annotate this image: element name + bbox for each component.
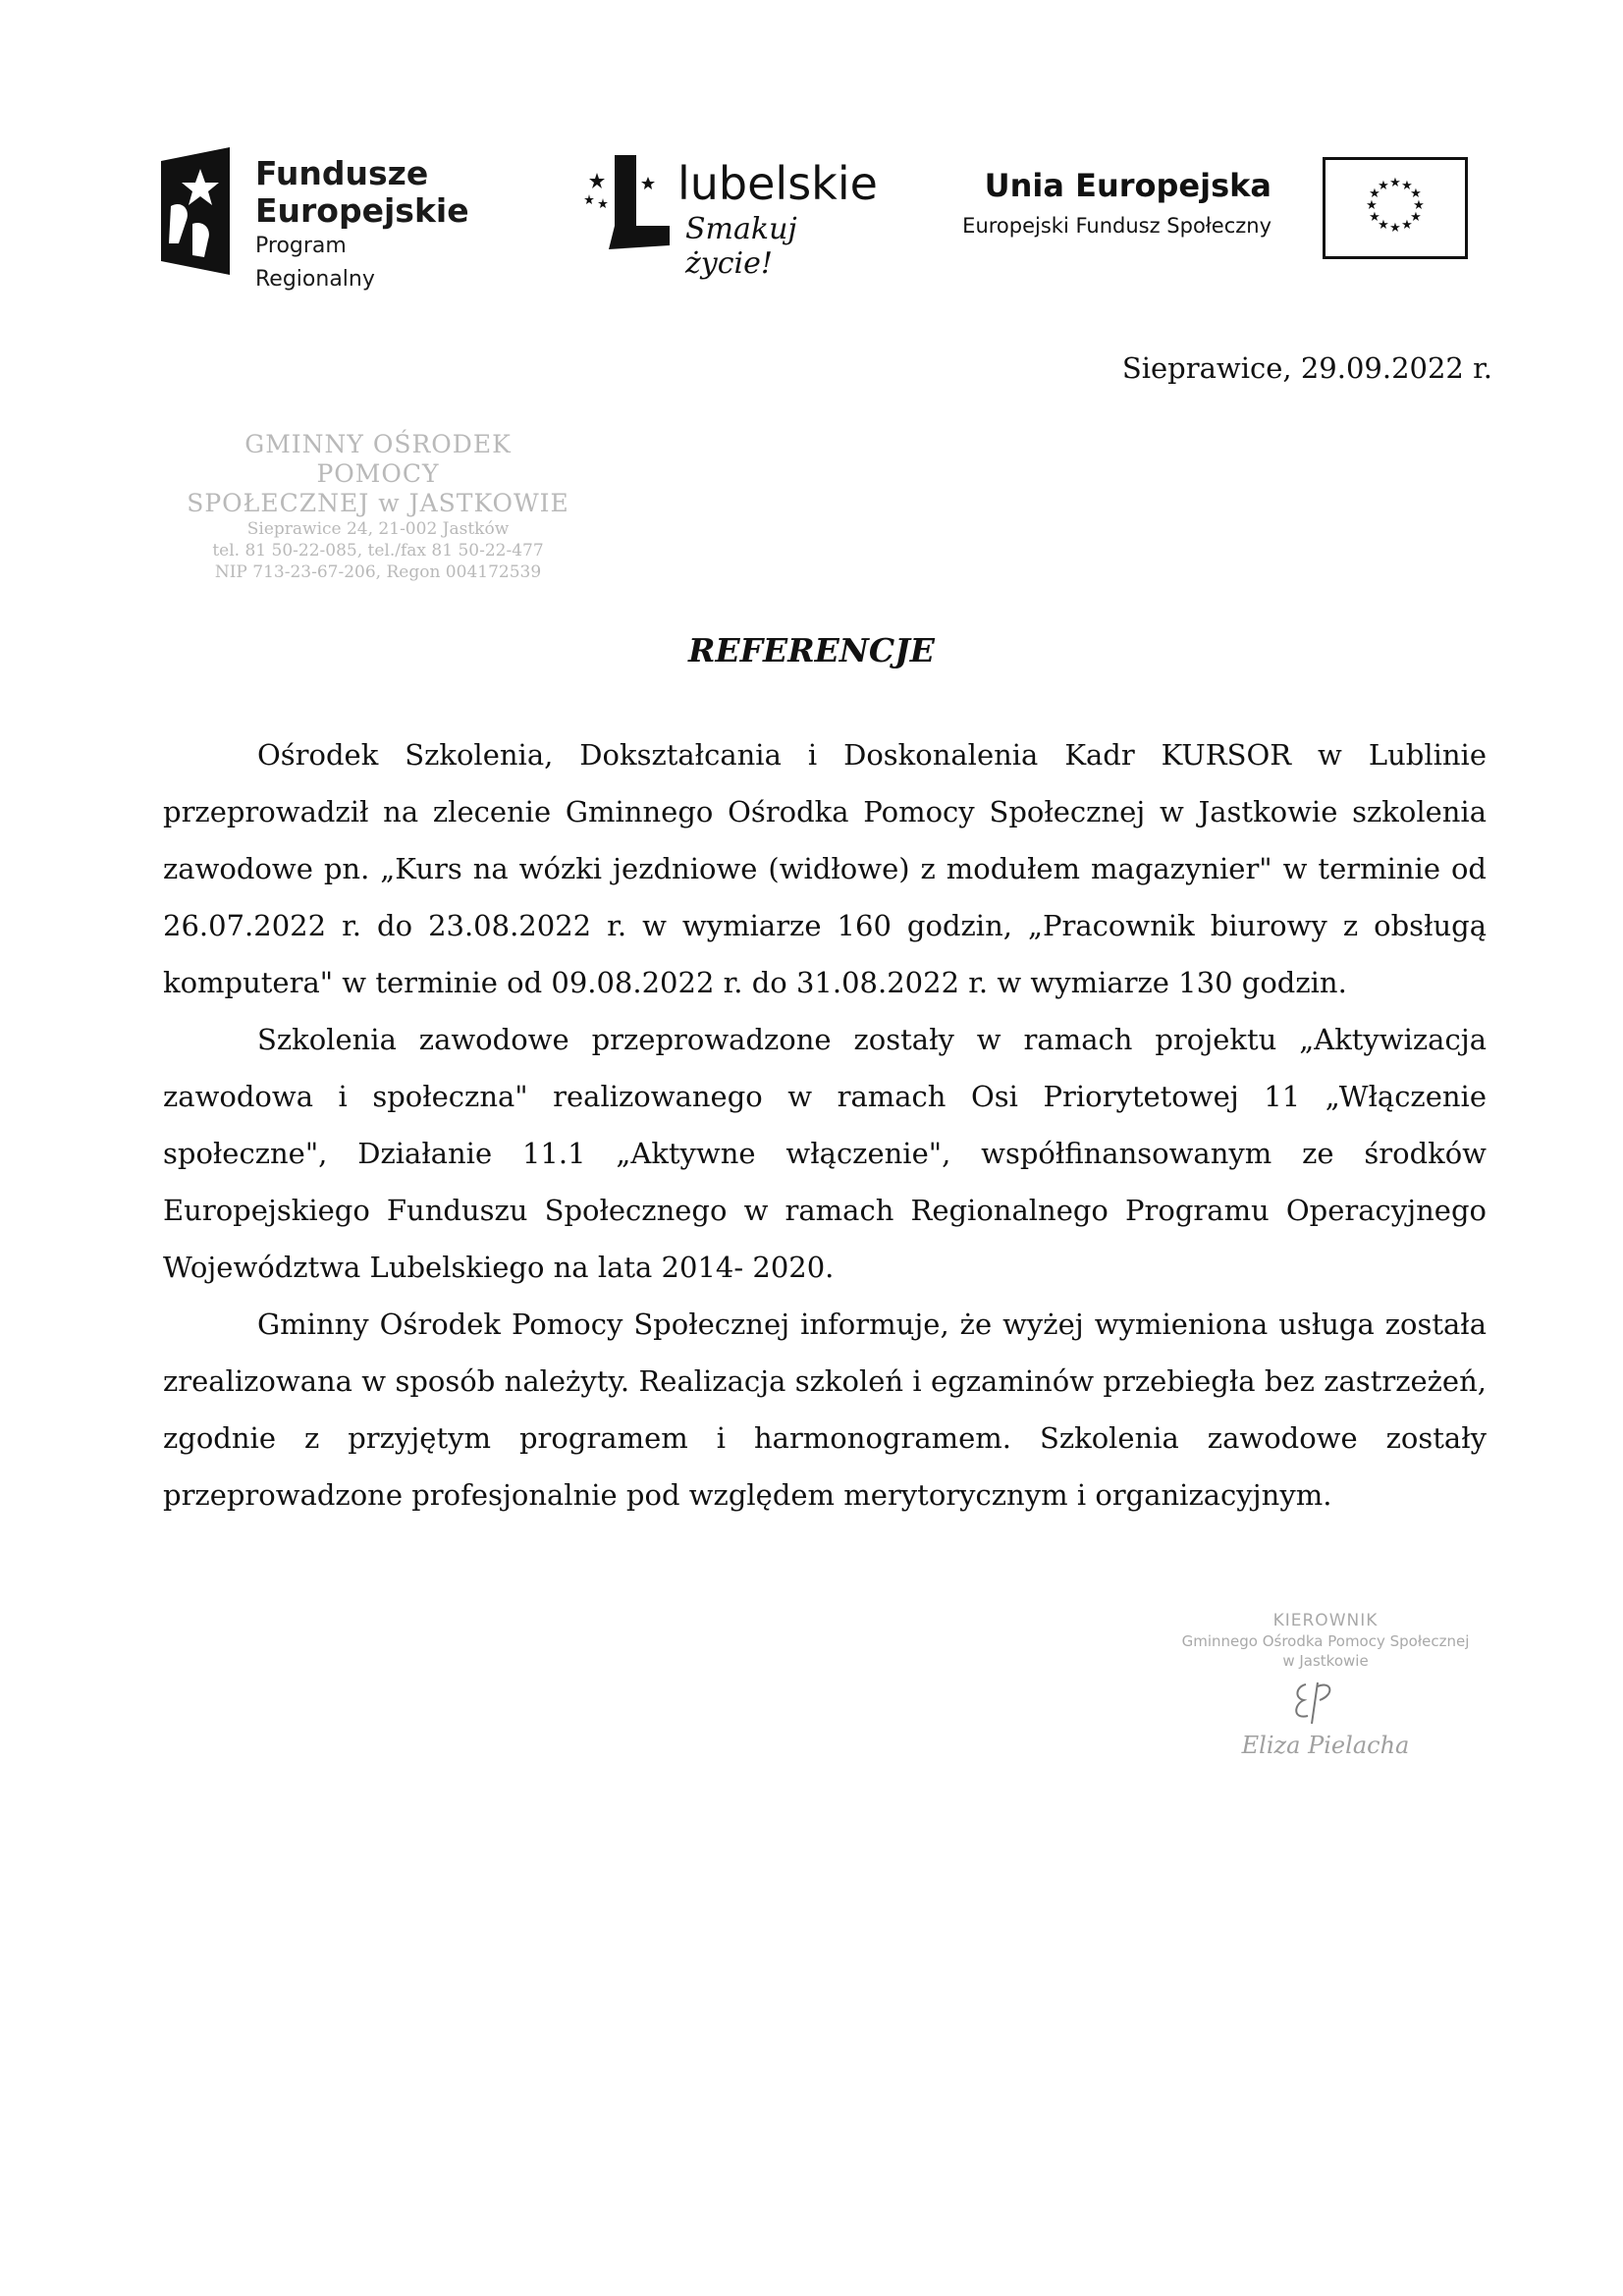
lubelskie-slogan: Smakuj życie! xyxy=(685,212,797,281)
body-paragraph: Szkolenia zawodowe przeprowadzone zostały w ramach projektu „Aktywizacja zawodowa i społeczna" realizowanego w ramach Osi Priorytetowej 11 „Włączenie społeczne", Działanie 11.1 „Aktywne włączenie", współfinansowanym ze środków Europejskiego Funduszu Społecznego w ramach Regionalnego Programu Operacyjnego Województwa Lubelskiego na lata 2014- 2020. xyxy=(163,1023,1487,1284)
ue-title: Unia Europejska xyxy=(984,167,1271,204)
fe-logo-line1: Fundusze xyxy=(255,154,429,192)
unia-europejska-logo xyxy=(962,157,1468,265)
institution-stamp xyxy=(182,430,574,583)
svg-text:★: ★ xyxy=(1389,221,1401,236)
document-title: REFERENCJE xyxy=(688,631,935,669)
svg-text:★: ★ xyxy=(1401,218,1413,233)
eu-stars-icon xyxy=(1325,160,1465,256)
eu-flag-icon xyxy=(1323,157,1468,259)
svg-text:★: ★ xyxy=(1369,210,1380,225)
signature-role: KIEROWNIK xyxy=(1272,1611,1379,1630)
svg-text:★: ★ xyxy=(1366,198,1378,213)
stamp-line: NIP 713-23-67-206, Regon 004172539 xyxy=(214,562,542,582)
fundusze-europejskie-text xyxy=(255,155,469,296)
svg-text:★: ★ xyxy=(1378,218,1389,233)
ue-subtitle: Europejski Fundusz Społeczny xyxy=(962,214,1271,238)
stamp-line: Sieprawice 24, 21-002 Jastków xyxy=(246,519,510,539)
svg-text:★: ★ xyxy=(1369,187,1380,201)
signatory-name: Eliza Pielacha xyxy=(1241,1732,1410,1759)
svg-text:★: ★ xyxy=(1401,179,1413,193)
fe-logo-line3: Program Regionalny xyxy=(255,234,375,292)
signature-stamp xyxy=(1149,1610,1502,1759)
lubelskie-wordmark: lubelskie xyxy=(677,157,878,210)
body-paragraph: Ośrodek Szkolenia, Dokształcania i Doskonalenia Kadr KURSOR w Lublinie przeprowadził na zlecenie Gminnego Ośrodka Pomocy Społecznej w Jastkowie szkolenia zawodowe pn. „Kurs na wózki jezdniowe (widłowe) z modułem magazynier" w terminie od 26.07.2022 r. do 23.08.2022 r. w wymiarze 160 godzin, „Pracownik biurowy z obsługą komputera" w terminie od 09.08.2022 r. do 31.08.2022 r. w wymiarze 130 godzin. xyxy=(163,738,1487,999)
svg-text:★: ★ xyxy=(1378,179,1389,193)
stamp-line: SPOŁECZNEJ w JASTKOWIE xyxy=(187,489,569,517)
lubelskie-logo xyxy=(579,147,878,281)
document-date: Sieprawice, 29.09.2022 r. xyxy=(1121,351,1492,385)
signature-location: w Jastkowie xyxy=(1282,1652,1369,1670)
document-body xyxy=(163,726,1487,1523)
svg-text:★: ★ xyxy=(1413,198,1425,213)
svg-text:★: ★ xyxy=(1410,210,1422,225)
fe-logo-line2: Europejskie xyxy=(255,191,469,230)
handwritten-signature xyxy=(1267,1677,1384,1728)
fundusze-europejskie-icon xyxy=(157,147,234,275)
svg-text:★: ★ xyxy=(1389,176,1401,190)
lubelskie-l-icon xyxy=(579,155,677,253)
stamp-line: GMINNY OŚRODEK POMOCY xyxy=(244,430,512,488)
stamp-line: tel. 81 50-22-085, tel./fax 81 50-22-477 xyxy=(212,541,544,561)
svg-text:★: ★ xyxy=(1410,187,1422,201)
body-paragraph: Gminny Ośrodek Pomocy Społecznej informuje, że wyżej wymieniona usługa została zrealizowana w sposób należyty. Realizacja szkoleń i egzaminów przebiegła bez zastrzeżeń, zgodnie z przyjętym programem i harmonogramem. Szkolenia zawodowe zostały przeprowadzone profesjonalnie pod względem merytorycznym i organizacyjnym. xyxy=(163,1308,1487,1512)
signature-institution: Gminnego Ośrodka Pomocy Społecznej xyxy=(1181,1632,1470,1650)
